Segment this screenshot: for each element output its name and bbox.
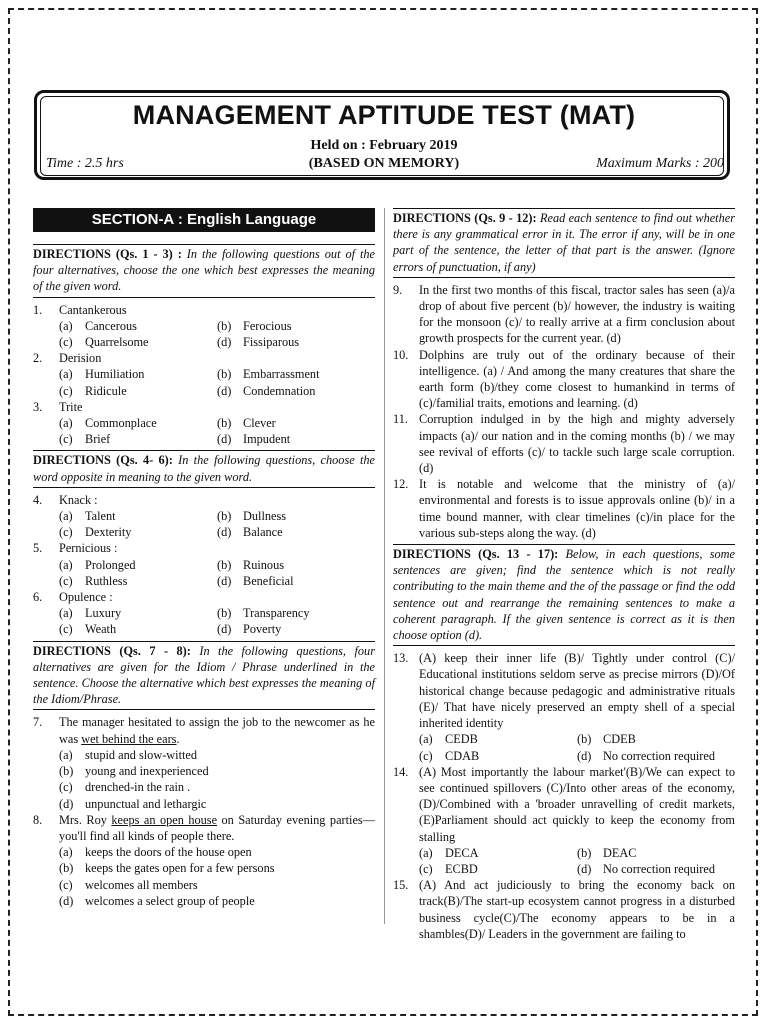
section-title: SECTION-A : English Language	[33, 208, 375, 232]
question-13: 13. (A) keep their inner life (B)/ Tightly under control (C)/ Educational institutions seldom serve as precise mirrors (D)/Of historical change because pedagogic and administrative rituals (E)/ That have nicely preserved an empty shell of a special inherited identity	[393, 651, 735, 731]
option-c[interactable]: (c) Ruthless	[59, 573, 128, 588]
question-5: 5. Pernicious :	[33, 541, 118, 556]
question-7: 7. The manager hesitated to assign the job to the newcomer as he was wet behind the ears.	[33, 715, 375, 746]
options-6	[33, 605, 375, 637]
option-b[interactable]: (b) Ferocious	[217, 318, 292, 333]
directions-4: DIRECTIONS (Qs. 9 - 12): Read each sentence to find out whether there is any grammatical error in it. The error if any, will be in one part of the sentence, the letter of that part is the answer. (Ignore errors of punctuation, if any)	[393, 208, 735, 278]
option-d[interactable]: (d) No correction required	[577, 748, 715, 763]
option-a[interactable]: (a) CEDB	[419, 732, 478, 747]
options-8	[33, 844, 375, 909]
right-column	[393, 208, 735, 942]
question-10: 10. Dolphins are truly out of the ordinary because of their intelligence. (a) / And among the many creatures that share the earth form (b)/they come closest to humankind in terms of (c)/familial traits, emotions and learning. (d)	[393, 347, 735, 411]
option-b[interactable]: (b) DEAC	[577, 845, 637, 860]
option-d[interactable]: (d) Balance	[217, 525, 283, 540]
directions-3: DIRECTIONS (Qs. 7 - 8): In the following questions, four alternatives are given for the Idiom / Phrase underlined in the sentence. Choose the alternative which best expresses the meaning of the Idiom/Phrase.	[33, 641, 375, 711]
based-on-memory: (BASED ON MEMORY)	[308, 156, 460, 171]
option-b[interactable]: (b) Transparency	[217, 606, 310, 621]
options-4	[33, 508, 375, 540]
option-b[interactable]: (b) CDEB	[577, 732, 636, 747]
exam-time: Time : 2.5 hrs	[46, 156, 124, 171]
option-a[interactable]: (a) Luxury	[59, 606, 122, 621]
option-a[interactable]: (a) DECA	[419, 845, 479, 860]
option-c[interactable]: (c) Brief	[59, 432, 111, 447]
question-15: 15. (A) And act judiciously to bring the economy back on track(B)/The start-up ecosystem cannot progress in a disturbed business cycle(C)/The economy appears to be in a shambles(D)/ Leaders in the government are failing to	[393, 878, 735, 941]
option-b[interactable]: (b) keeps the gates open for a few persons	[59, 861, 275, 876]
option-a[interactable]: (a) keeps the doors of the house open	[59, 845, 252, 860]
options-7	[33, 747, 375, 812]
question-12: 12. It is notable and welcome that the ministry of (a)/ environmental and forests is to issue approvals online (b)/ in a time bound manner, with clear timelines (c)/in place for the various sub-steps along the way. (d)	[393, 477, 735, 540]
option-d[interactable]: (d) Impudent	[217, 432, 291, 447]
directions-1: DIRECTIONS (Qs. 1 - 3) : In the following questions out of the four alternatives, choose the one which best expresses the meaning of the given word.	[33, 244, 375, 298]
option-d[interactable]: (d) Beneficial	[217, 573, 294, 588]
question-3: 3. Trite	[33, 399, 83, 414]
question-1: 1. Cantankerous	[33, 302, 127, 317]
options-1	[33, 318, 375, 350]
held-on: Held on : February 2019	[310, 138, 458, 153]
option-c[interactable]: (c) drenched-in the rain .	[59, 780, 191, 795]
max-marks: Maximum Marks : 200	[596, 156, 724, 171]
option-c[interactable]: (c) Weath	[59, 622, 117, 637]
question-2: 2. Derision	[33, 351, 102, 366]
options-13	[393, 731, 735, 763]
option-c[interactable]: (c) Ridicule	[59, 383, 127, 398]
question-6: 6. Opulence :	[33, 590, 113, 605]
question-4: 4. Knack :	[33, 492, 98, 507]
options-14	[393, 845, 735, 877]
option-c[interactable]: (c) welcomes all members	[59, 877, 198, 892]
option-a[interactable]: (a) Talent	[59, 509, 116, 524]
option-b[interactable]: (b) Clever	[217, 416, 276, 431]
option-a[interactable]: (a) Humiliation	[59, 367, 145, 382]
options-2	[33, 366, 375, 398]
directions-2: DIRECTIONS (Qs. 4- 6): In the following questions, choose the word opposite in meaning to the given word.	[33, 450, 375, 487]
page-title: MANAGEMENT APTITUDE TEST (MAT)	[132, 100, 636, 130]
option-a[interactable]: (a) Prolonged	[59, 557, 136, 572]
option-c[interactable]: (c) Dexterity	[59, 525, 132, 540]
option-d[interactable]: (d) No correction required	[577, 861, 715, 876]
question-9: 9. In the first two months of this fiscal, tractor sales has seen (a)/a drop of about five percent (b)/ however, the industry is waiting for the monsoon (c)/ to really arrive at a firm conclusion about growth prospects for the current year. (d)	[393, 282, 735, 346]
question-14: 14. (A) Most importantly the labour market'(B)/We can expect to see continued spillovers (C)/Into other areas of the economy, (D)/Combined with a 'broader unravelling of credit markets, (E)Parliament should act quickly to keep the economy from stalling	[393, 764, 735, 844]
directions-5: DIRECTIONS (Qs. 13 - 17): Below, in each questions, some sentences are given; find the sentence which is not really contributing to the main theme and the of the passage or find the odd sentence out and rearrange the remaining sentences to make a coherent paragraph. If the given sentence is correct as it is then choose option (d).	[393, 544, 735, 646]
option-c[interactable]: (c) Quarrelsome	[59, 335, 149, 350]
option-d[interactable]: (d) welcomes a select group of people	[59, 893, 255, 908]
option-d[interactable]: (d) Poverty	[217, 622, 282, 637]
question-8: 8. Mrs. Roy keeps an open house on Saturday evening parties— you'll find all kinds of people there.	[33, 812, 376, 843]
left-column	[33, 208, 375, 909]
option-c[interactable]: (c) ECBD	[419, 861, 478, 876]
option-c[interactable]: (c) CDAB	[419, 748, 480, 763]
option-b[interactable]: (b) Ruinous	[217, 557, 284, 572]
option-d[interactable]: (d) Fissiparous	[217, 335, 300, 350]
options-5	[33, 557, 375, 589]
question-11: 11. Corruption indulged in by the high and mighty adversely impacts (a)/ our nation and in the coming months (b) / we may see revival of efforts (c)/ to tackle such large scale corruption. (d)	[393, 412, 735, 476]
option-a[interactable]: (a) Cancerous	[59, 318, 137, 333]
idiom-underlined: keeps an open house	[111, 812, 218, 827]
option-a[interactable]: (a) stupid and slow-witted	[59, 747, 198, 762]
option-d[interactable]: (d) unpunctual and lethargic	[59, 796, 207, 811]
option-b[interactable]: (b) Embarrassment	[217, 367, 320, 382]
column-divider	[384, 208, 385, 924]
option-d[interactable]: (d) Condemnation	[217, 383, 316, 398]
idiom-underlined: wet behind the ears	[81, 731, 177, 746]
option-b[interactable]: (b) young and inexperienced	[59, 764, 209, 779]
options-3	[33, 415, 375, 447]
option-a[interactable]: (a) Commonplace	[59, 416, 157, 431]
option-b[interactable]: (b) Dullness	[217, 509, 287, 524]
